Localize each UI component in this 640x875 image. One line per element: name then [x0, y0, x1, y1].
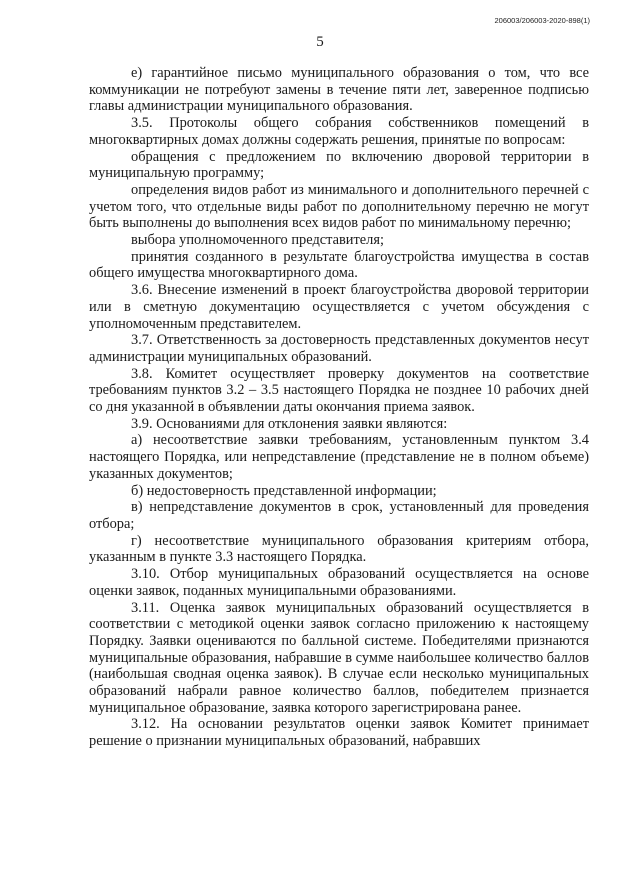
- paragraph: е) гарантийное письмо муниципального образования о том, что все коммуникации не потребуют замены в течение пяти лет, заверенное подписью главы администрации муниципального образования.: [89, 65, 589, 115]
- paragraph: б) недостоверность представленной информации;: [131, 482, 437, 499]
- paragraph: 3.11. Оценка заявок муниципальных образований осуществляется в соответствии с методикой оценки заявок согласно приложению к настоящему Порядку. Заявки оцениваются по балльной системе. Победителями признаются муниципальные образования, набравшие в сумме наибольшее количество баллов (наибольшая сводная оценка заявок). В случае если несколько муниципальных образований набрали равное количество баллов, победителем признается муниципальное образование, заявка которого зарегистрирована ранее.: [89, 599, 589, 716]
- document-id: 206003/206003-2020-898(1): [494, 16, 590, 25]
- paragraph: выбора уполномоченного представителя;: [131, 232, 384, 249]
- paragraph: 3.12. На основании результатов оценки заявок Комитет принимает решение о признании муниципальных образований, набравших: [89, 716, 589, 750]
- paragraph: в) непредставление документов в срок, установленный для проведения отбора;: [89, 499, 589, 532]
- paragraph: 3.6. Внесение изменений в проект благоустройства дворовой территории или в сметную документацию осуществляется с учетом обсуждения с уполномоченным представителем.: [89, 282, 589, 332]
- paragraph: 3.9. Основаниями для отклонения заявки являются:: [131, 415, 448, 432]
- paragraph: г) несоответствие муниципального образования критериям отбора, указанным в пункте 3.3 настоящего Порядка.: [89, 532, 589, 566]
- paragraph: 3.10. Отбор муниципальных образований осуществляется на основе оценки заявок, поданных муниципальными образованиями.: [89, 566, 589, 599]
- paragraph: определения видов работ из минимального и дополнительного перечней с учетом того, что отдельные виды работ по дополнительному перечню не могут быть выполнены до выполнения всех видов работ по минимальному перечню;: [89, 181, 589, 232]
- paragraph: 3.7. Ответственность за достоверность представленных документов несут администрации муниципальных образований.: [89, 332, 589, 365]
- paragraph: а) несоответствие заявки требованиям, установленным пунктом 3.4 настоящего Порядка, или непредставление (представление не в полном объеме) указанных документов;: [89, 432, 589, 482]
- paragraph: 3.8. Комитет осуществляет проверку документов на соответствие требованиям пунктов 3.2 – 3.5 настоящего Порядка не позднее 10 рабочих дней со дня указанной в объявлении даты окончания приема заявок.: [89, 365, 589, 416]
- document-body: [89, 65, 589, 750]
- paragraph: обращения с предложением по включению дворовой территории в муниципальную программу;: [89, 148, 589, 182]
- paragraph: 3.5. Протоколы общего собрания собственников помещений в многоквартирных домах должны содержать решения, принятые по вопросам:: [89, 115, 589, 148]
- page-number: 5: [316, 34, 324, 50]
- paragraph: принятия созданного в результате благоустройства имущества в состав общего имущества многоквартирного дома.: [89, 248, 589, 282]
